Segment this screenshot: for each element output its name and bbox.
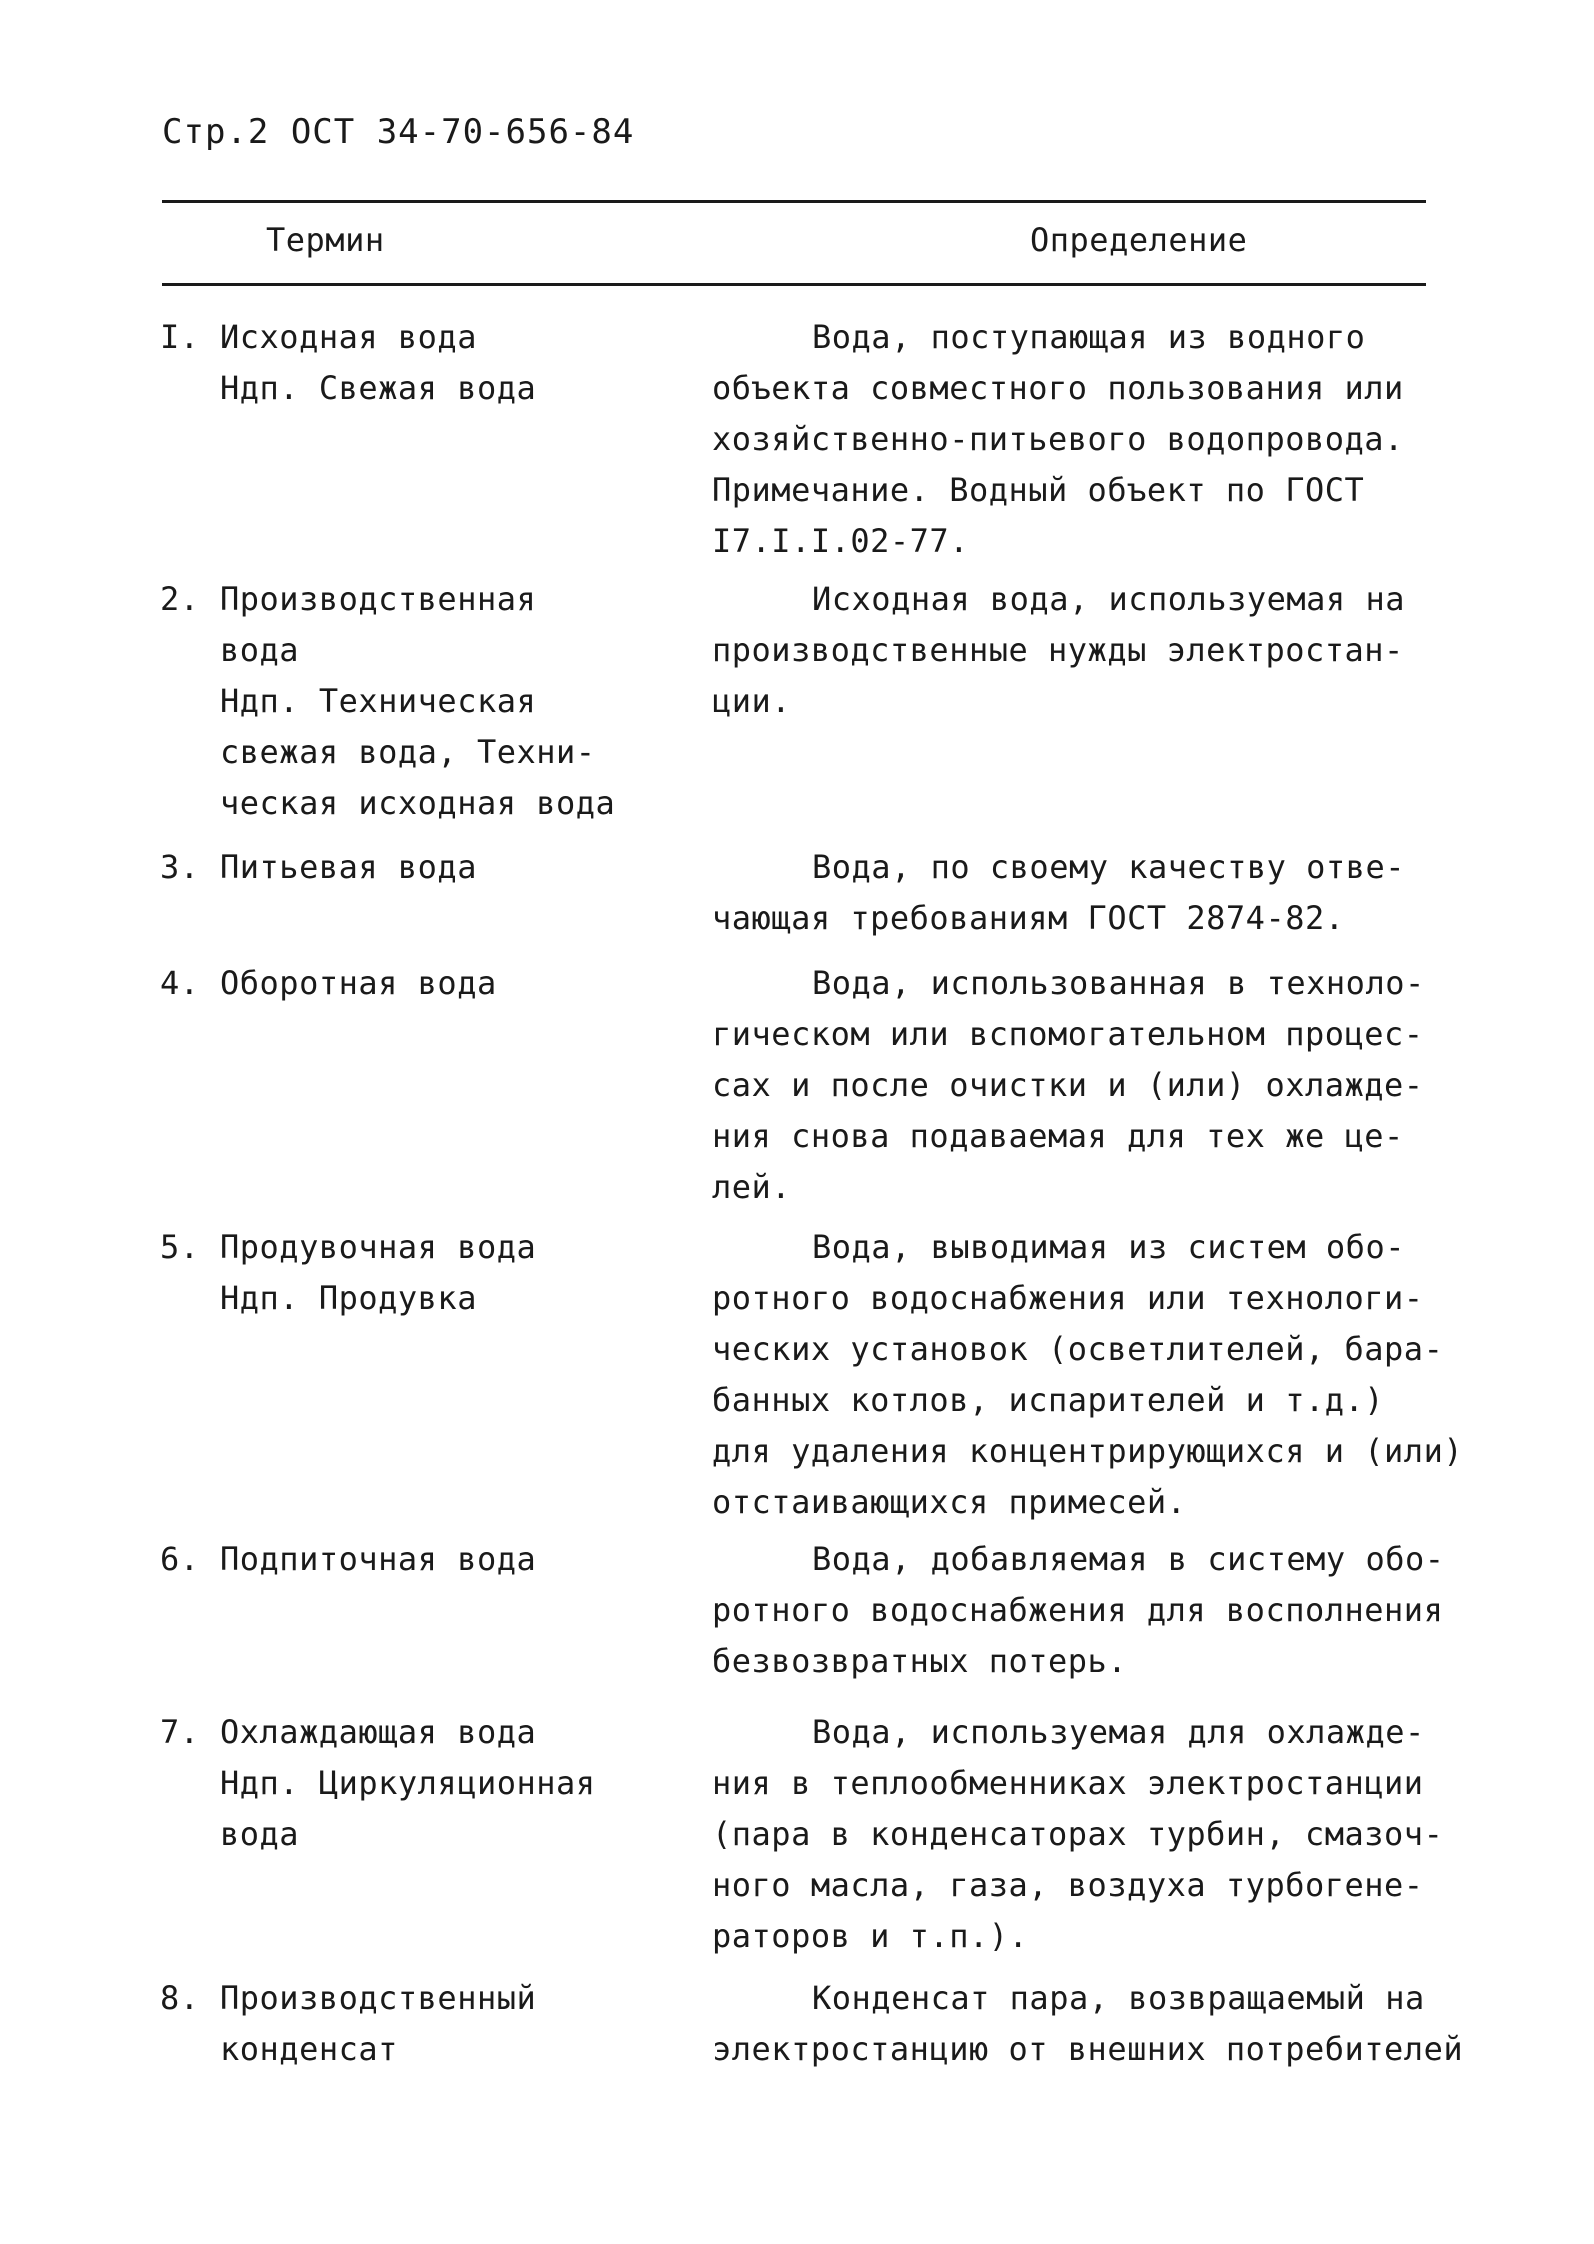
term-name: Охлаждающая вода xyxy=(220,1713,537,1751)
term-cell xyxy=(160,312,680,414)
term-line xyxy=(160,574,680,625)
term-name: Питьевая вода xyxy=(220,848,477,886)
term-number: 4. xyxy=(160,964,200,1002)
term-cell xyxy=(160,574,680,829)
definition-line: объекта совместного пользования или xyxy=(712,369,1404,407)
definition-cell xyxy=(712,958,1512,1213)
definition-line: для удаления концентрирующихся и (или) xyxy=(712,1432,1464,1470)
definition-cell xyxy=(712,1707,1512,1962)
definition-line: гическом или вспомогательном процес- xyxy=(712,1015,1424,1053)
term-line: Ндп. Циркуляционная xyxy=(220,1764,596,1802)
term-number: 3. xyxy=(160,848,200,886)
definition-line: ротного водоснабжения или технологи- xyxy=(712,1279,1424,1317)
term-number: 7. xyxy=(160,1713,200,1751)
term-line: Ндп. Свежая вода xyxy=(220,369,537,407)
term-number: 8. xyxy=(160,1979,200,2017)
definition-line: электростанцию от внешних потребителей xyxy=(712,2030,1464,2068)
term-line xyxy=(160,1707,680,1758)
definition-cell xyxy=(712,1534,1512,1687)
header-rule-bottom xyxy=(162,283,1426,286)
definition-line: ния в теплообменниках электростанции xyxy=(712,1764,1424,1802)
definition-line: Вода, используемая для охлажде- xyxy=(812,1713,1425,1751)
definition-line: сах и после очистки и (или) охлажде- xyxy=(712,1066,1424,1104)
term-name: Подпиточная вода xyxy=(220,1540,537,1578)
definition-line: (пара в конденсаторах турбин, смазоч- xyxy=(712,1815,1444,1853)
definition-line: Исходная вода, используемая на xyxy=(812,580,1405,618)
definition-line: лей. xyxy=(712,1168,792,1206)
definition-line: чающая требованиям ГОСТ 2874-82. xyxy=(712,899,1345,937)
definition-line: ния снова подаваемая для тех же це- xyxy=(712,1117,1404,1155)
term-number: 6. xyxy=(160,1540,200,1578)
term-cell xyxy=(160,1222,680,1324)
definition-cell xyxy=(712,574,1512,727)
term-line: ческая исходная вода xyxy=(220,784,616,822)
definition-line: отстаивающихся примесей. xyxy=(712,1483,1187,1521)
definition-line: Вода, по своему качеству отве- xyxy=(812,848,1405,886)
term-line xyxy=(160,1973,680,2024)
term-number: 2. xyxy=(160,580,200,618)
term-cell xyxy=(160,1973,680,2075)
definition-line: Вода, добавляемая в систему обо- xyxy=(812,1540,1445,1578)
definition-line: Вода, использованная в техноло- xyxy=(812,964,1425,1002)
term-line: конденсат xyxy=(220,2030,398,2068)
definition-line: I7.I.I.02-77. xyxy=(712,522,969,560)
definition-line: ного масла, газа, воздуха турбогене- xyxy=(712,1866,1424,1904)
term-line xyxy=(160,1534,680,1585)
definition-cell xyxy=(712,1222,1512,1528)
term-line: Ндп. Продувка xyxy=(220,1279,477,1317)
term-cell xyxy=(160,1707,680,1860)
definition-line: ции. xyxy=(712,682,792,720)
term-number: 5. xyxy=(160,1228,200,1266)
definition-line: Вода, выводимая из систем обо- xyxy=(812,1228,1405,1266)
definition-cell xyxy=(712,1973,1512,2075)
definition-line: безвозвратных потерь. xyxy=(712,1642,1128,1680)
term-line xyxy=(160,1222,680,1273)
page-header: Стр.2 ОСТ 34-70-656-84 xyxy=(162,112,635,152)
definition-line: производственные нужды электростан- xyxy=(712,631,1404,669)
term-line xyxy=(160,312,680,363)
definition-line: Примечание. Водный объект по ГОСТ xyxy=(712,471,1365,509)
definition-cell xyxy=(712,312,1512,567)
term-line: вода xyxy=(220,1815,300,1853)
definition-line: Конденсат пара, возвращаемый на xyxy=(812,1979,1425,2017)
term-line: вода xyxy=(220,631,300,669)
term-name: Продувочная вода xyxy=(220,1228,537,1266)
header-rule-top xyxy=(162,200,1426,203)
term-name: Оборотная вода xyxy=(220,964,497,1002)
term-name: Исходная вода xyxy=(220,318,477,356)
term-name: Производственный xyxy=(220,1979,537,2017)
term-cell xyxy=(160,1534,680,1585)
term-line xyxy=(160,842,680,893)
definition-line: раторов и т.п.). xyxy=(712,1917,1029,1955)
term-line: Ндп. Техническая xyxy=(220,682,537,720)
definition-line: банных котлов, испарителей и т.д.) xyxy=(712,1381,1385,1419)
term-name: Производственная xyxy=(220,580,537,618)
definition-line: хозяйственно-питьевого водопровода. xyxy=(712,420,1404,458)
column-head-term: Термин xyxy=(266,221,385,259)
term-line: свежая вода, Техни- xyxy=(220,733,596,771)
definition-line: ческих установок (осветлителей, бара- xyxy=(712,1330,1444,1368)
definition-line: Вода, поступающая из водного xyxy=(812,318,1366,356)
term-cell xyxy=(160,958,680,1009)
definition-cell xyxy=(712,842,1512,944)
column-head-definition: Определение xyxy=(1030,221,1248,259)
term-number: I. xyxy=(160,318,200,356)
term-cell xyxy=(160,842,680,893)
term-line xyxy=(160,958,680,1009)
definition-line: ротного водоснабжения для восполнения xyxy=(712,1591,1444,1629)
